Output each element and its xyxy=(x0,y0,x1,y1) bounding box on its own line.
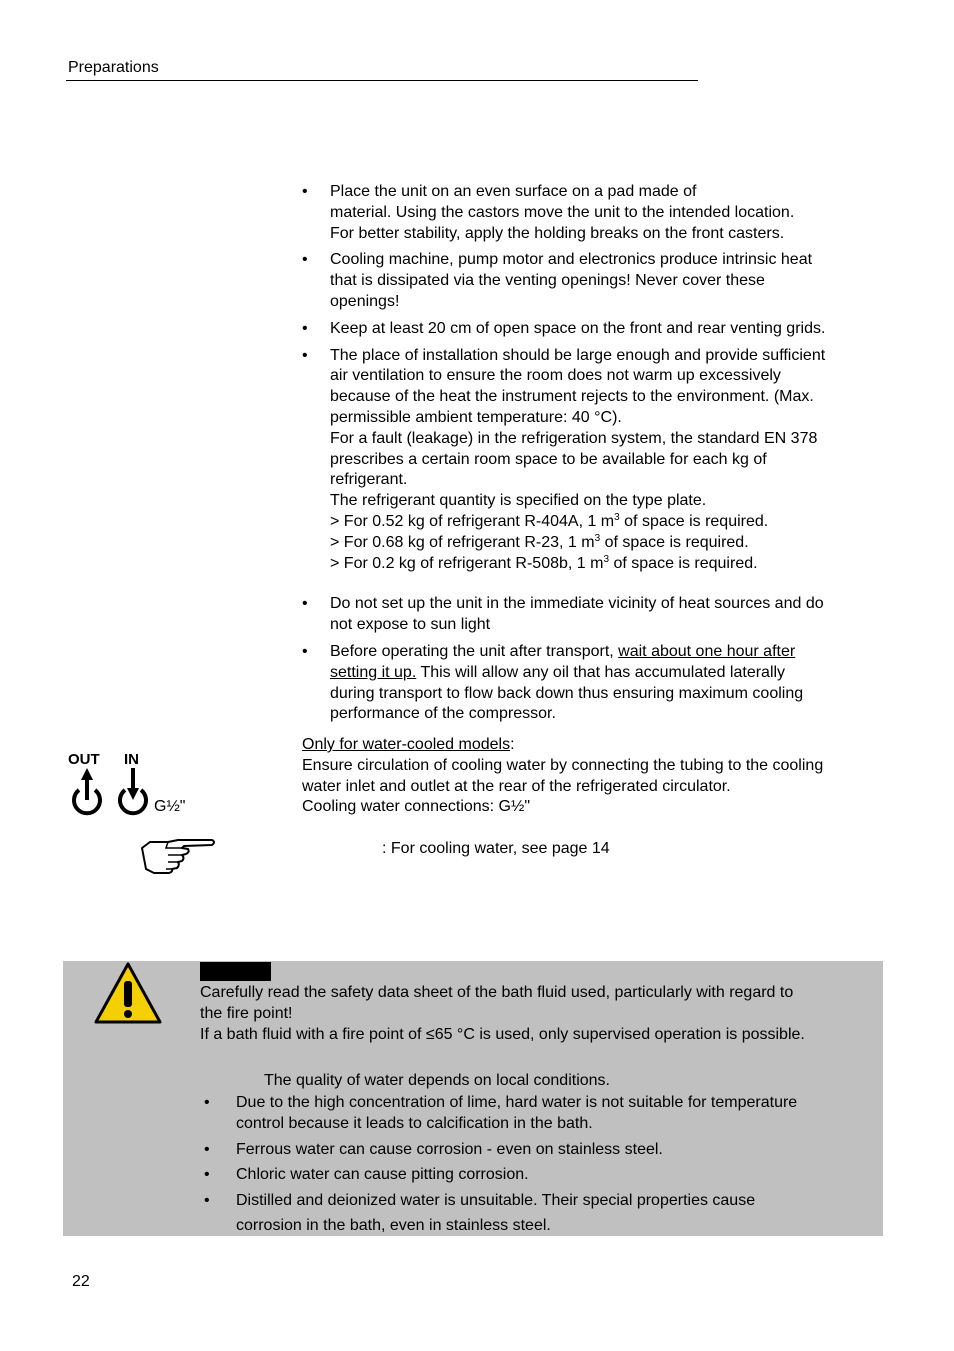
list-item xyxy=(204,1191,864,1237)
text-line: Ferrous water can cause corrosion - even on stainless steel. xyxy=(236,1140,663,1158)
text-line: For a fault (leakage) in the refrigeration system, the standard EN 378 xyxy=(330,429,818,447)
header-rule xyxy=(66,80,698,81)
list-item xyxy=(302,642,882,725)
text-line: If a bath fluid with a fire point of ≤65 °C is used, only supervised operation is possible. xyxy=(200,1025,805,1043)
refrigerant-line: > For 0.2 kg of refrigerant R-508b, 1 $m^3$ of space is required. xyxy=(330,553,758,572)
text-line: Do not set up the unit in the immediate vicinity of heat sources and do xyxy=(330,595,824,613)
page-number: 22 xyxy=(72,1273,90,1290)
text-line: corrosion in the bath, even in stainless steel. xyxy=(236,1216,551,1234)
refrigerant-line: > For 0.52 kg of refrigerant R-404A, 1 $m^3$ of space is required. xyxy=(330,511,769,530)
list-item xyxy=(204,1140,864,1161)
text-line: prescribes a certain room space to be available for each kg of xyxy=(330,450,767,468)
refrigerant-line: > For 0.68 kg of refrigerant R-23, 1 $m^3$ of space is required. xyxy=(330,532,749,551)
text-line: The refrigerant quantity is specified on the type plate. xyxy=(330,492,707,510)
text-line: that is dissipated via the venting openings! Never cover these xyxy=(330,272,765,290)
water-cooled-section xyxy=(302,735,892,818)
list-item xyxy=(302,319,882,340)
bullet-mark: • xyxy=(302,251,308,269)
text-line: performance of the compressor. xyxy=(330,705,556,723)
list-item xyxy=(302,346,882,575)
connection-size-label: G½" xyxy=(154,798,186,815)
bullet-mark: • xyxy=(204,1094,210,1111)
text-line: permissible ambient temperature: 40 °C). xyxy=(330,408,622,426)
water-heading: Only for water-cooled models: xyxy=(302,736,515,753)
pointing-hand-icon xyxy=(138,836,218,876)
text-line: because of the heat the instrument rejects to the environment. (Max. xyxy=(330,388,814,406)
text-line: Place the unit on an even surface on a pad made of xyxy=(330,183,697,200)
text-line: material. Using the castors move the unit to the intended location. xyxy=(330,203,795,221)
text-line: control because it leads to calcification in the bath. xyxy=(236,1114,593,1132)
text-line: Chloric water can cause pitting corrosion. xyxy=(236,1166,529,1184)
water-quality-list xyxy=(204,1093,864,1242)
running-header: Preparations xyxy=(68,59,159,76)
text-line: Carefully read the safety data sheet of the bath fluid used, particularly with regard to xyxy=(200,984,794,1001)
list-item xyxy=(302,594,882,636)
text-line: Ensure circulation of cooling water by connecting the tubing to the cooling xyxy=(302,756,824,774)
outlet-arrow-icon xyxy=(70,766,104,816)
text-line: openings! xyxy=(330,292,400,310)
cross-reference: : For cooling water, see page 14 xyxy=(382,840,610,857)
out-label: OUT xyxy=(68,751,100,768)
text-line: Distilled and deionized water is unsuitable. Their special properties cause xyxy=(236,1192,756,1210)
text-line: not expose to sun light xyxy=(330,616,491,634)
list-item xyxy=(204,1165,864,1186)
setup-bullet-list xyxy=(302,182,882,731)
text-line: The place of installation should be large enough and provide sufficient xyxy=(330,346,826,364)
bullet-mark: • xyxy=(302,595,308,613)
text-line: setting it up. This will allow any oil that has accumulated laterally xyxy=(330,663,786,681)
text-line: Keep at least 20 cm of open space on the front and rear venting grids. xyxy=(330,319,826,337)
bullet-mark: • xyxy=(302,319,308,337)
text-line: the fire point! xyxy=(200,1004,293,1022)
text-line: Due to the high concentration of lime, hard water is not suitable for temperature xyxy=(236,1094,798,1111)
text-line: refrigerant. xyxy=(330,471,408,489)
bullet-mark: • xyxy=(204,1192,210,1210)
in-label: IN xyxy=(124,751,139,768)
warning-label-bar xyxy=(200,962,271,981)
inlet-arrow-icon xyxy=(116,766,150,816)
text-line: Cooling water connections: G½" xyxy=(302,798,531,816)
text-line: during transport to flow back down thus ensuring maximum cooling xyxy=(330,684,804,702)
warning-triangle-icon xyxy=(93,961,163,1025)
bullet-mark: • xyxy=(302,642,308,660)
text-line: air ventilation to ensure the room does not warm up excessively xyxy=(330,367,781,385)
list-item xyxy=(204,1093,864,1135)
bullet-mark: • xyxy=(302,346,308,364)
bullet-mark: • xyxy=(204,1140,210,1158)
warning-text xyxy=(200,983,875,1045)
spacer xyxy=(302,580,882,594)
water-quality-intro: The quality of water depends on local conditions. xyxy=(264,1072,610,1089)
text-line: For better stability, apply the holding breaks on the front casters. xyxy=(330,224,785,242)
list-item xyxy=(302,250,882,312)
text-line: Cooling machine, pump motor and electronics produce intrinsic heat xyxy=(330,251,813,269)
text-line: water inlet and outlet at the rear of the refrigerated circulator. xyxy=(302,777,731,795)
bullet-mark: • xyxy=(302,183,308,200)
text-line: Before operating the unit after transport, wait about one hour after xyxy=(330,642,796,660)
list-item xyxy=(302,182,882,244)
bullet-mark: • xyxy=(204,1166,210,1184)
